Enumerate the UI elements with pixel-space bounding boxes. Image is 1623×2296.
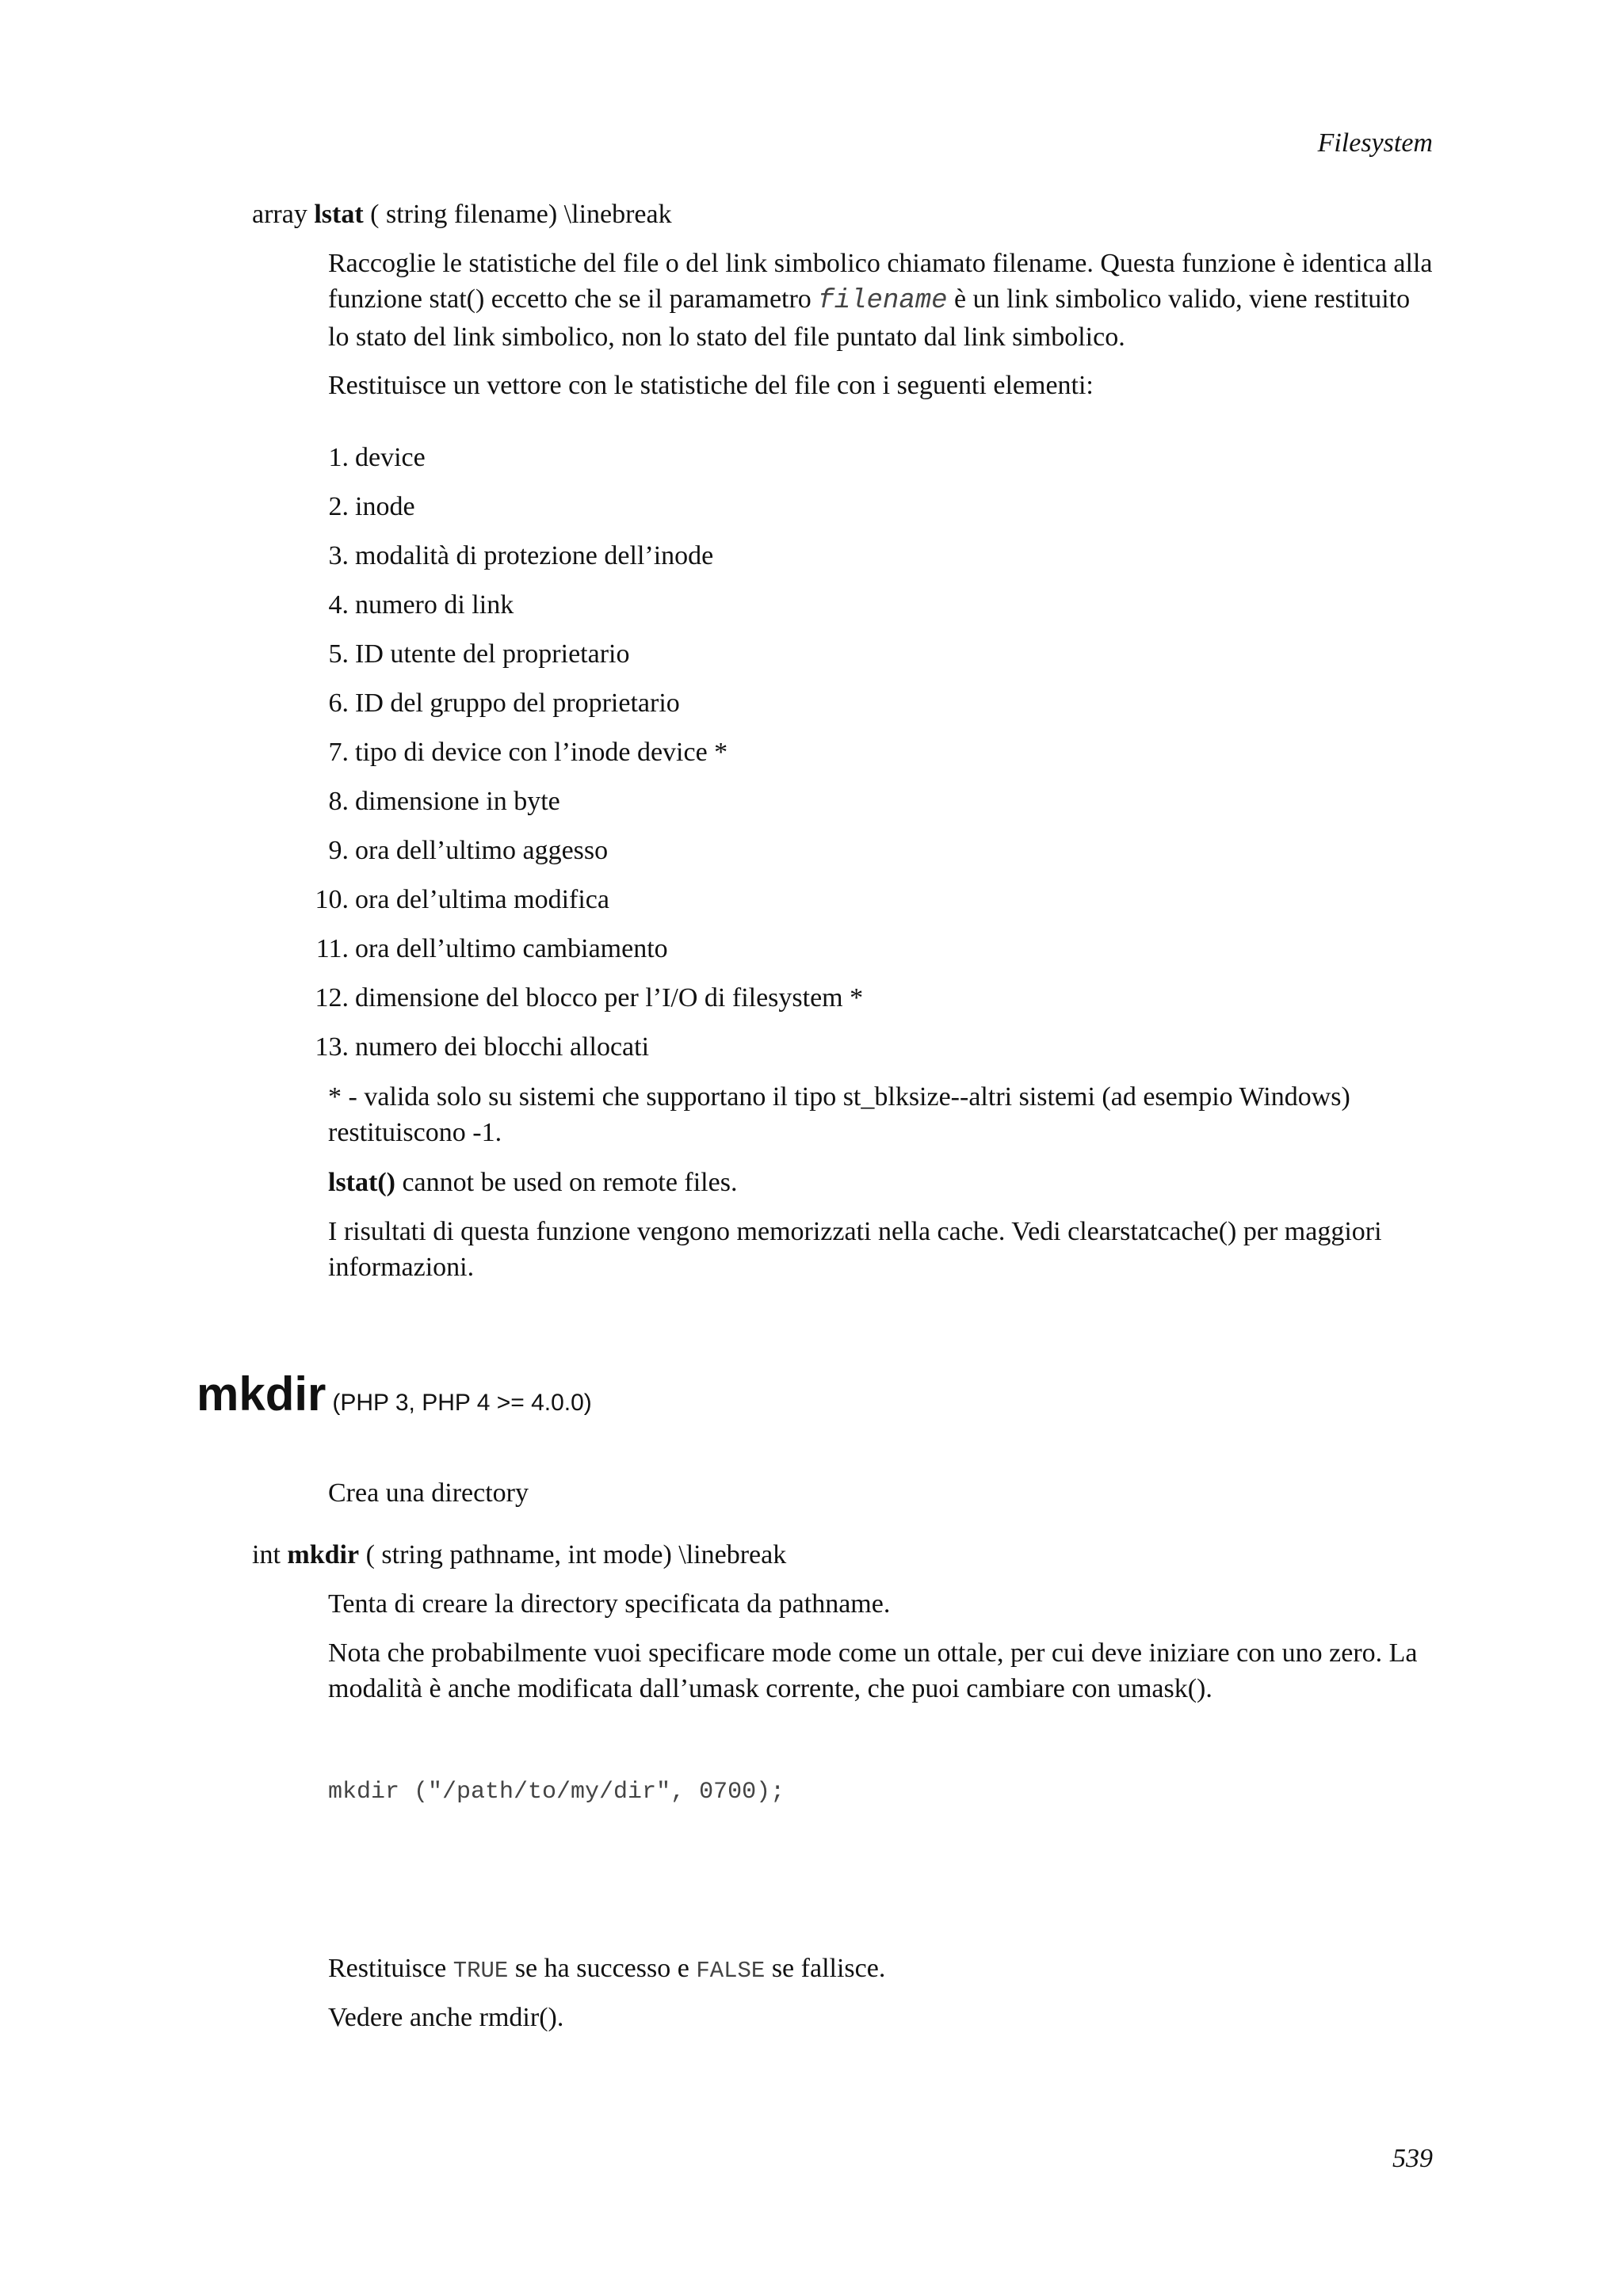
list-item-text: ID utente del proprietario <box>355 639 630 669</box>
lstat-cache-note: I risultati di questa funzione vengono memorizzati nella cache. Vedi clearstatcache() per maggiori informazioni. <box>328 1217 1382 1282</box>
list-item <box>301 786 560 818</box>
list-item-number: 4. <box>328 590 349 620</box>
list-item-text: dimensione del blocco per l’I/O di filesystem * <box>355 983 864 1013</box>
mkdir-true-constant: TRUE <box>453 1958 509 1984</box>
list-item-number: 2. <box>328 492 349 521</box>
mkdir-function-name: mkdir <box>287 1540 360 1569</box>
list-item <box>301 835 608 867</box>
list-item <box>301 540 713 572</box>
list-item-text: numero di link <box>355 590 514 620</box>
mkdir-params: ( string pathname, int mode) \linebreak <box>359 1540 787 1569</box>
mkdir-ret-b: se ha successo e <box>508 1954 697 1983</box>
list-item <box>301 737 727 769</box>
mkdir-title: mkdir <box>197 1367 327 1421</box>
mkdir-note: Nota che probabilmente vuoi specificare mode come un ottale, per cui deve iniziare con uno zero. La modalità è anche modificata dall’umask corrente, che puoi cambiare con umask(). <box>328 1638 1418 1703</box>
list-item-number: 10. <box>315 885 349 914</box>
list-item-number: 3. <box>328 541 349 570</box>
lstat-remote-note <box>328 1165 1438 1200</box>
page-number: 539 <box>1392 2144 1433 2173</box>
list-item <box>301 491 415 523</box>
mkdir-code-example: mkdir ("/path/to/my/dir", 0700); <box>328 1779 785 1806</box>
list-item-number: 9. <box>328 836 349 865</box>
lstat-params: ( string filename) \linebreak <box>363 200 672 229</box>
lstat-desc-part-b: è un link simbolico valido, viene restituito lo stato del link simbolico, non lo stato del file puntato dal link simbolico. <box>328 284 1411 352</box>
list-item <box>301 982 863 1014</box>
mkdir-version: (PHP 3, PHP 4 >= 4.0.0) <box>332 1390 592 1416</box>
list-item-number: 12. <box>315 983 349 1013</box>
list-item-text: numero dei blocchi allocati <box>355 1032 650 1062</box>
mkdir-return-value <box>328 1951 1438 1989</box>
lstat-remote-fn: lstat() <box>328 1168 395 1197</box>
list-item-number: 6. <box>328 688 349 718</box>
list-item-text: tipo di device con l’inode device * <box>355 738 728 767</box>
mkdir-return-type: int <box>252 1540 288 1569</box>
list-item-text: inode <box>355 492 415 521</box>
lstat-desc-part-a: Raccoglie le statistiche del file o del link simbolico chiamato filename. Questa funzione è identica alla funzione stat() eccetto che se il paramametro <box>328 249 1433 314</box>
list-item <box>301 1032 649 1063</box>
lstat-function-name: lstat <box>314 200 364 229</box>
list-item-number: 1. <box>328 443 349 472</box>
list-item-text: modalità di protezione dell’inode <box>355 541 714 570</box>
mkdir-ret-c: se fallisce. <box>765 1954 886 1983</box>
list-item-number: 5. <box>328 639 349 669</box>
mkdir-false-constant: FALSE <box>696 1958 766 1984</box>
list-item-text: ID del gruppo del proprietario <box>355 688 680 718</box>
list-item-text: ora dell’ultimo aggesso <box>355 836 609 865</box>
mkdir-description: Tenta di creare la directory specificata da pathname. <box>328 1589 891 1619</box>
lstat-footnote: * - valida solo su sistemi che supportano il tipo st_blksize--altri sistemi (ad esempio Windows) restituiscono -1. <box>328 1082 1350 1147</box>
lstat-returns-intro: Restituisce un vettore con le statistiche del file con i seguenti elementi: <box>328 371 1094 400</box>
list-item-text: device <box>355 443 426 472</box>
list-item <box>301 688 680 719</box>
list-item-text: ora del’ultima modifica <box>355 885 609 914</box>
list-item-number: 11. <box>315 934 349 963</box>
list-item <box>301 589 514 621</box>
mkdir-signature <box>252 1537 786 1573</box>
list-item-text: dimensione in byte <box>355 787 560 816</box>
mkdir-see-also: Vedere anche rmdir(). <box>328 2003 564 2032</box>
mkdir-ret-a: Restituisce <box>328 1954 453 1983</box>
list-item <box>301 884 609 916</box>
list-item-number: 13. <box>315 1032 349 1062</box>
lstat-return-type: array <box>252 200 315 229</box>
list-item-text: ora dell’ultimo cambiamento <box>355 934 668 963</box>
lstat-description <box>328 246 1438 355</box>
lstat-signature <box>252 196 672 232</box>
lstat-remote-text: cannot be used on remote files. <box>395 1168 738 1197</box>
list-item-number: 7. <box>328 738 349 767</box>
list-item <box>301 639 629 670</box>
list-item-number: 8. <box>328 787 349 816</box>
mkdir-heading <box>197 1367 592 1421</box>
mkdir-summary: Crea una directory <box>328 1478 529 1508</box>
list-item <box>301 442 426 474</box>
list-item <box>301 933 668 965</box>
lstat-param-filename: filename <box>818 286 948 316</box>
running-header: Filesystem <box>1317 128 1433 158</box>
